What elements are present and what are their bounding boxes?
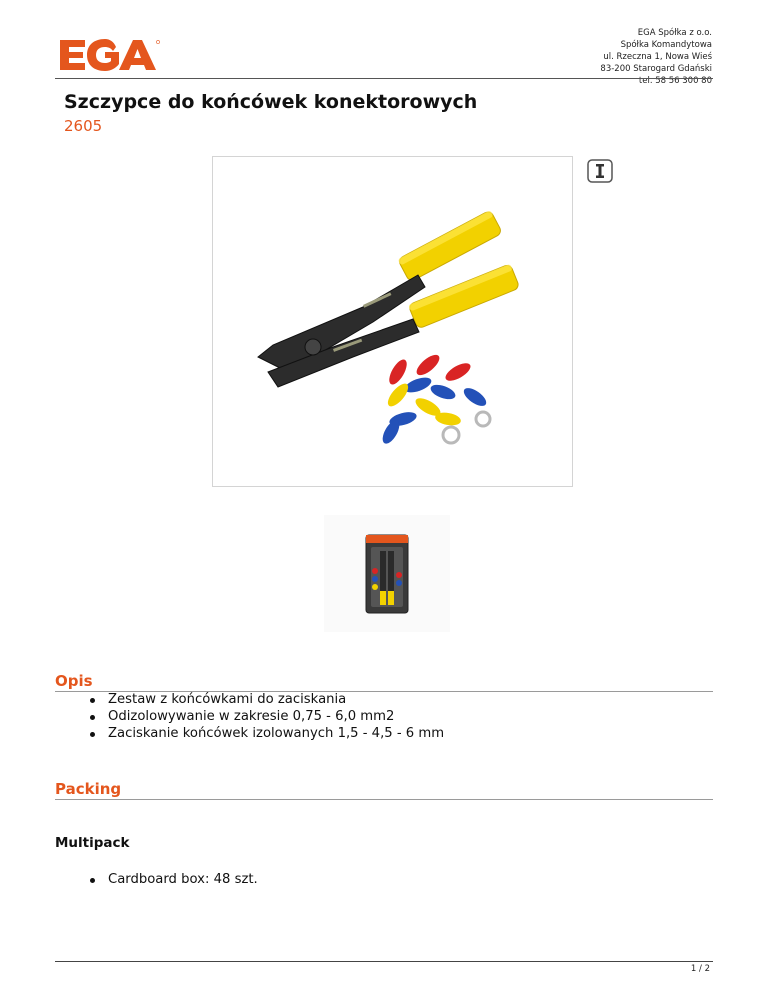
list-item: Odizolowywanie w zakresie 0,75 - 6,0 mm2 xyxy=(88,708,444,725)
opis-list xyxy=(88,691,444,742)
company-city: 83-200 Starogard Gdański xyxy=(600,64,712,74)
info-badge-icon[interactable] xyxy=(587,159,613,183)
company-street: ul. Rzeczna 1, Nowa Wieś xyxy=(603,52,712,62)
ega-logo xyxy=(60,38,160,72)
company-form: Spółka Komandytowa xyxy=(620,40,712,50)
footer-divider xyxy=(55,961,713,962)
list-item: Zaciskanie końcówek izolowanych 1,5 - 4,5 - 6 mm xyxy=(88,725,444,742)
crimping-pliers-image xyxy=(213,157,572,486)
product-photo[interactable] xyxy=(212,156,573,487)
company-phone: tel. 58 56 300 80 xyxy=(638,76,712,86)
section-heading-opis: Opis xyxy=(55,672,713,692)
packaging-thumbnail[interactable] xyxy=(324,515,450,632)
product-title: Szczypce do końcówek konektorowych xyxy=(64,91,478,113)
section-heading-packing: Packing xyxy=(55,780,713,800)
product-code: 2605 xyxy=(64,117,103,135)
packaging-image xyxy=(324,515,450,632)
list-item: Zestaw z końcówkami do zaciskania xyxy=(88,691,444,708)
list-item: Cardboard box: 48 szt. xyxy=(88,871,258,888)
packing-list xyxy=(88,871,258,888)
header-divider xyxy=(55,78,713,79)
company-name: EGA Spółka z o.o. xyxy=(637,28,712,38)
multipack-heading: Multipack xyxy=(55,835,130,851)
page-number: 1 / 2 xyxy=(690,964,710,974)
